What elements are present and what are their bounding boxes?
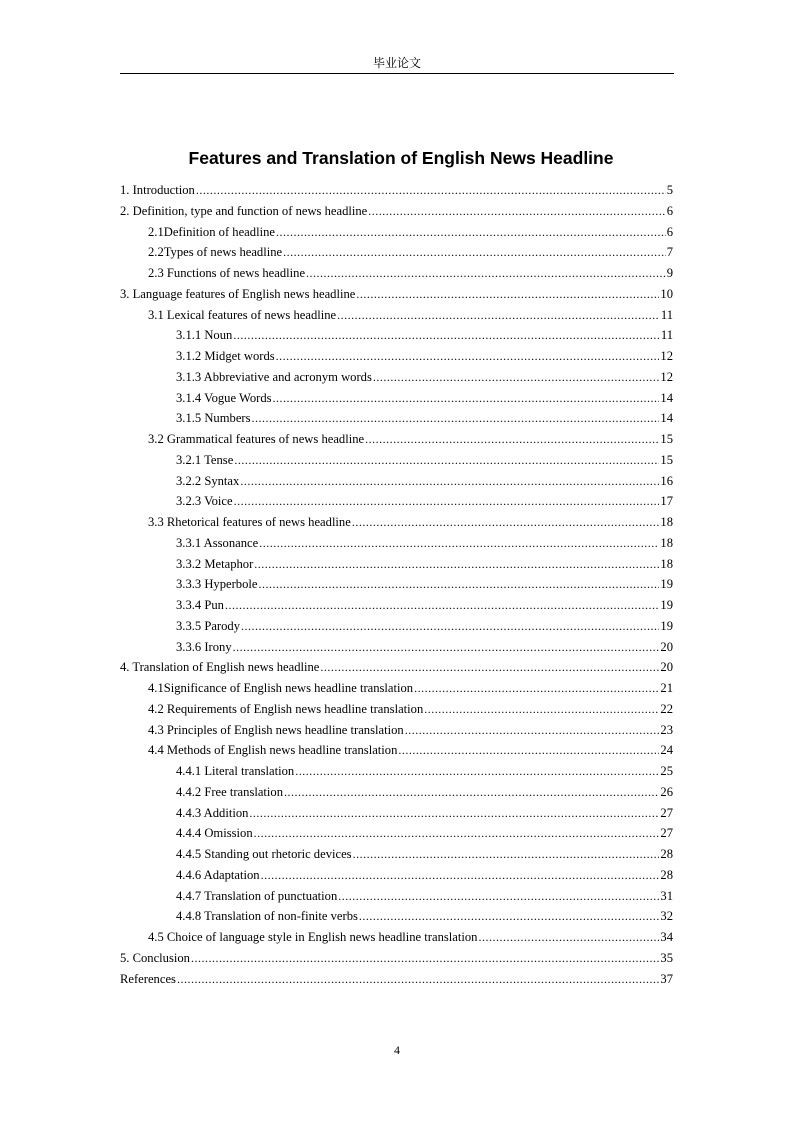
running-header: 毕业论文 xyxy=(372,56,421,70)
toc-entry[interactable] xyxy=(120,657,673,678)
toc-entry-label: 2.3 Functions of news headline xyxy=(148,266,306,280)
toc-entry[interactable] xyxy=(120,512,673,533)
toc-dot-leader xyxy=(414,678,659,699)
toc-dot-leader xyxy=(233,637,660,658)
toc-entry-page: 5 xyxy=(666,183,673,197)
page-number: 4 xyxy=(394,1043,400,1057)
toc-entry-label: 4.1Significance of English news headline translation xyxy=(148,681,414,695)
toc-entry-page: 28 xyxy=(660,847,673,861)
toc-entry[interactable] xyxy=(120,429,673,450)
toc-entry[interactable] xyxy=(120,222,673,243)
toc-entry-page: 20 xyxy=(660,639,673,654)
toc-entry-label: 5. Conclusion xyxy=(120,950,190,965)
toc-entry-label: 4.4.2 Free translation xyxy=(176,784,284,799)
toc-dot-leader xyxy=(373,367,660,388)
toc-entry[interactable] xyxy=(120,886,673,907)
toc-entry-label: 3.3.3 Hyperbole xyxy=(176,577,258,592)
toc-entry-page: 27 xyxy=(660,805,673,820)
toc-entry-label: 4.3 Principles of English news headline translation xyxy=(148,722,404,737)
toc-entry[interactable] xyxy=(120,263,673,284)
toc-dot-leader xyxy=(254,823,660,844)
header-rule xyxy=(120,73,674,74)
toc-entry-page: 14 xyxy=(660,390,673,405)
toc-entry[interactable] xyxy=(120,201,673,222)
toc-entry[interactable] xyxy=(120,699,673,720)
toc-entry-page: 26 xyxy=(660,784,673,799)
toc-entry[interactable] xyxy=(120,180,673,201)
toc-entry-label: 3.3.6 Irony xyxy=(176,639,232,654)
toc-entry-page: 14 xyxy=(660,411,673,426)
toc-entry-page: 28 xyxy=(660,867,673,882)
toc-dot-leader xyxy=(259,574,660,595)
toc-entry-page: 11 xyxy=(660,328,673,343)
toc-dot-leader xyxy=(259,533,659,554)
toc-dot-leader xyxy=(241,616,659,637)
toc-dot-leader xyxy=(352,512,660,533)
toc-entry-label: 3.2.3 Voice xyxy=(176,494,233,509)
toc-entry-label: 4.4.8 Translation of non-finite verbs xyxy=(176,909,358,924)
toc-entry-page: 16 xyxy=(660,473,673,488)
toc-entry[interactable] xyxy=(120,595,673,616)
toc-entry-label: 3.3 Rhetorical features of news headline xyxy=(148,515,351,529)
toc-entry-page: 34 xyxy=(660,930,673,944)
toc-entry-page: 11 xyxy=(660,307,673,322)
toc-dot-leader xyxy=(306,263,666,284)
toc-entry-label: 4.4.1 Literal translation xyxy=(176,764,295,778)
toc-dot-leader xyxy=(196,180,666,201)
toc-entry-page: 6 xyxy=(666,203,673,218)
toc-entry[interactable] xyxy=(120,388,673,409)
toc-entry-label: 3.3.4 Pun xyxy=(176,598,224,612)
toc-entry-page: 31 xyxy=(660,888,673,903)
toc-dot-leader xyxy=(240,471,659,492)
toc-dot-leader xyxy=(191,948,659,969)
toc-entry-page: 27 xyxy=(660,826,673,841)
toc-dot-leader xyxy=(320,657,659,678)
toc-entry-label: 3. Language features of English news headline xyxy=(120,286,356,301)
toc-dot-leader xyxy=(338,886,659,907)
toc-entry-label: 3.1.2 Midget words xyxy=(176,349,275,363)
toc-dot-leader xyxy=(177,969,659,990)
toc-entry-label: 3.3.5 Parody xyxy=(176,618,241,633)
toc-entry-page: 15 xyxy=(660,452,673,467)
toc-entry[interactable] xyxy=(120,844,673,865)
toc-entry[interactable] xyxy=(120,906,673,927)
toc-entry[interactable] xyxy=(120,554,673,575)
toc-entry-label: 3.1.3 Abbreviative and acronym words xyxy=(176,369,372,384)
toc-dot-leader xyxy=(283,242,666,263)
toc-entry-page: 18 xyxy=(660,535,673,550)
toc-dot-leader xyxy=(233,325,660,346)
toc-entry-page: 6 xyxy=(666,224,673,239)
table-of-contents xyxy=(120,180,673,989)
toc-dot-leader xyxy=(276,346,660,367)
toc-entry-page: 15 xyxy=(660,432,673,446)
toc-entry-label: 3.1.5 Numbers xyxy=(176,411,251,426)
toc-dot-leader xyxy=(252,408,660,429)
toc-dot-leader xyxy=(254,554,659,575)
toc-entry-label: 3.2.2 Syntax xyxy=(176,473,240,488)
toc-entry-page: 37 xyxy=(660,971,673,986)
toc-entry[interactable] xyxy=(120,637,673,658)
toc-dot-leader xyxy=(234,450,659,471)
document-title: Features and Translation of English News Headline xyxy=(188,148,614,168)
toc-entry[interactable] xyxy=(120,761,673,782)
toc-entry-label: 3.3.2 Metaphor xyxy=(176,556,254,571)
toc-entry[interactable] xyxy=(120,616,673,637)
toc-dot-leader xyxy=(225,595,659,616)
toc-entry[interactable] xyxy=(120,948,673,969)
toc-entry[interactable] xyxy=(120,678,673,699)
toc-entry-page: 18 xyxy=(660,515,673,529)
toc-dot-leader xyxy=(337,305,660,326)
toc-entry-page: 23 xyxy=(660,722,673,737)
toc-entry-page: 24 xyxy=(660,743,673,758)
toc-dot-leader xyxy=(261,865,660,886)
toc-entry-label: 3.2.1 Tense xyxy=(176,452,234,467)
toc-entry[interactable] xyxy=(120,969,673,990)
toc-dot-leader xyxy=(234,491,660,512)
toc-dot-leader xyxy=(249,803,659,824)
toc-entry-label: 1. Introduction xyxy=(120,183,195,197)
toc-entry[interactable] xyxy=(120,823,673,844)
toc-dot-leader xyxy=(353,844,660,865)
toc-entry[interactable] xyxy=(120,367,673,388)
toc-entry-page: 20 xyxy=(660,660,673,675)
toc-entry-page: 25 xyxy=(660,764,673,778)
toc-dot-leader xyxy=(398,740,659,761)
toc-entry-page: 7 xyxy=(666,245,673,260)
toc-entry-label: 3.2 Grammatical features of news headline xyxy=(148,432,365,446)
toc-dot-leader xyxy=(295,761,659,782)
toc-dot-leader xyxy=(424,699,659,720)
toc-dot-leader xyxy=(368,201,665,222)
toc-dot-leader xyxy=(405,720,660,741)
toc-entry-page: 12 xyxy=(660,369,673,384)
toc-entry[interactable] xyxy=(120,408,673,429)
toc-entry[interactable] xyxy=(120,927,673,948)
toc-entry-label: References xyxy=(120,971,176,986)
toc-entry-page: 19 xyxy=(660,598,673,612)
toc-entry-label: 3.3.1 Assonance xyxy=(176,535,259,550)
toc-entry-label: 4.2 Requirements of English news headline translation xyxy=(148,701,424,716)
toc-entry-label: 2. Definition, type and function of news headline xyxy=(120,203,368,218)
toc-entry[interactable] xyxy=(120,471,673,492)
toc-entry-label: 4.4 Methods of English news headline translation xyxy=(148,743,398,758)
toc-dot-leader xyxy=(276,222,666,243)
toc-dot-leader xyxy=(365,429,659,450)
toc-entry-page: 9 xyxy=(666,266,673,280)
toc-dot-leader xyxy=(273,388,660,409)
toc-entry[interactable] xyxy=(120,305,673,326)
toc-entry-page: 22 xyxy=(660,701,673,716)
toc-entry-page: 17 xyxy=(660,494,673,509)
toc-entry-label: 3.1.4 Vogue Words xyxy=(176,390,272,405)
toc-entry-page: 18 xyxy=(660,556,673,571)
toc-entry-label: 4. Translation of English news headline xyxy=(120,660,320,675)
toc-entry-page: 19 xyxy=(660,577,673,592)
toc-entry[interactable] xyxy=(120,533,673,554)
toc-entry-label: 4.5 Choice of language style in English news headline translation xyxy=(148,930,478,944)
toc-entry-page: 21 xyxy=(660,681,673,695)
toc-entry-label: 4.4.5 Standing out rhetoric devices xyxy=(176,847,352,861)
toc-entry-label: 2.2Types of news headline xyxy=(148,245,283,260)
toc-entry-label: 4.4.7 Translation of punctuation xyxy=(176,888,338,903)
toc-entry-page: 35 xyxy=(660,950,673,965)
toc-entry[interactable] xyxy=(120,720,673,741)
toc-entry[interactable] xyxy=(120,325,673,346)
toc-entry-label: 2.1Definition of headline xyxy=(148,224,275,239)
toc-entry-page: 32 xyxy=(660,909,673,924)
toc-entry[interactable] xyxy=(120,491,673,512)
toc-entry[interactable] xyxy=(120,284,673,305)
toc-dot-leader xyxy=(478,927,659,948)
toc-entry[interactable] xyxy=(120,574,673,595)
toc-entry[interactable] xyxy=(120,865,673,886)
toc-entry[interactable] xyxy=(120,346,673,367)
toc-dot-leader xyxy=(356,284,659,305)
toc-dot-leader xyxy=(359,906,660,927)
toc-entry-label: 3.1.1 Noun xyxy=(176,328,233,343)
toc-entry-label: 3.1 Lexical features of news headline xyxy=(148,307,337,322)
toc-entry[interactable] xyxy=(120,242,673,263)
toc-entry[interactable] xyxy=(120,740,673,761)
toc-entry-label: 4.4.4 Omission xyxy=(176,826,253,841)
toc-dot-leader xyxy=(284,782,659,803)
toc-entry[interactable] xyxy=(120,803,673,824)
toc-entry-page: 10 xyxy=(660,286,673,301)
toc-entry-page: 12 xyxy=(660,349,673,363)
toc-entry-label: 4.4.3 Addition xyxy=(176,805,249,820)
toc-entry-label: 4.4.6 Adaptation xyxy=(176,867,260,882)
toc-entry[interactable] xyxy=(120,450,673,471)
toc-entry-page: 19 xyxy=(660,618,673,633)
toc-entry[interactable] xyxy=(120,782,673,803)
